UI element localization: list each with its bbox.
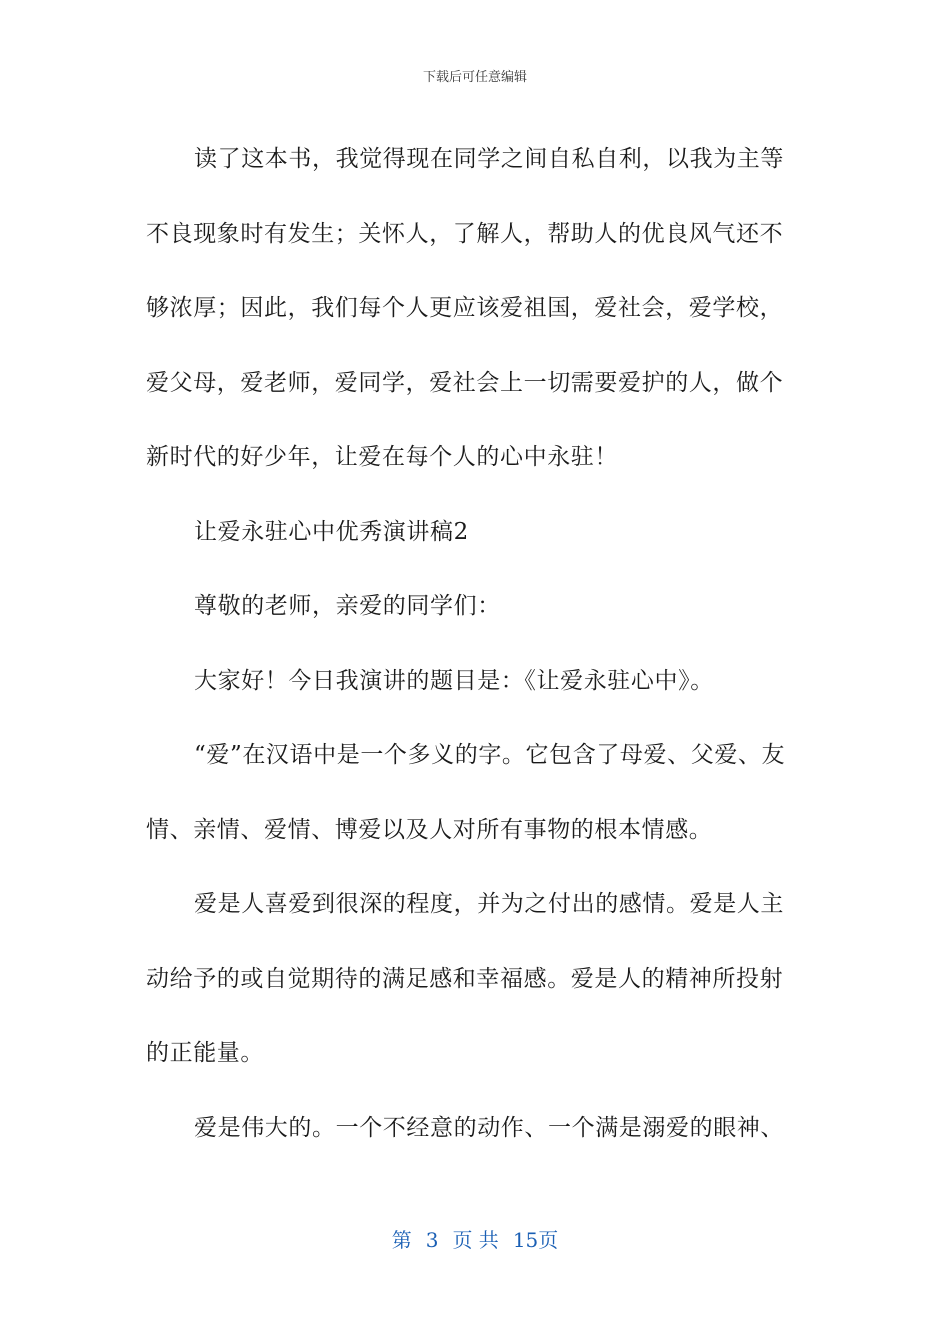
footer-suffix: 页 (538, 1228, 559, 1252)
greeting-paragraph: 尊敬的老师，亲爱的同学们： (194, 593, 501, 619)
paragraph-definition: “爱”在汉语中是一个多义的字。它包含了母爱、父爱、友情、亲情、爱情、博爱以及人对所有事物的根本情感。 (146, 742, 786, 843)
footer-middle: 页 共 (452, 1228, 499, 1252)
opening-paragraph: 大家好！今日我演讲的题目是：《让爱永驻心中》。 (194, 667, 714, 694)
page-header-note: 下载后可任意编辑 (422, 70, 527, 85)
footer-prefix: 第 (391, 1228, 412, 1252)
document-body (146, 122, 796, 1165)
page-number-footer (0, 1224, 950, 1253)
paragraph-greatness: 爱是伟大的。一个不经意的动作、一个满是溺爱的眼神、 (194, 1114, 784, 1141)
footer-total-pages: 15 (512, 1228, 539, 1252)
footer-current-page: 3 (425, 1228, 439, 1252)
paragraph-1: 读了这本书，我觉得现在同学之间自私自利，以我为主等不良现象时有发生；关怀人，了解人，帮助人的优良风气还不够浓厚；因此，我们每个人更应该爱祖国，爱社会，爱学校，爱父母，爱老师，爱同学，爱社会上一切需要爱护的人，做个新时代的好少年，让爱在每个人的心中永驻！ (146, 146, 784, 470)
section-title: 让爱永驻心中优秀演讲稿2 (194, 518, 469, 545)
paragraph-meaning: 爱是人喜爱到很深的程度，并为之付出的感情。爱是人主动给予的或自觉期待的满足感和幸福感。爱是人的精神所投射的正能量。 (146, 891, 784, 1066)
